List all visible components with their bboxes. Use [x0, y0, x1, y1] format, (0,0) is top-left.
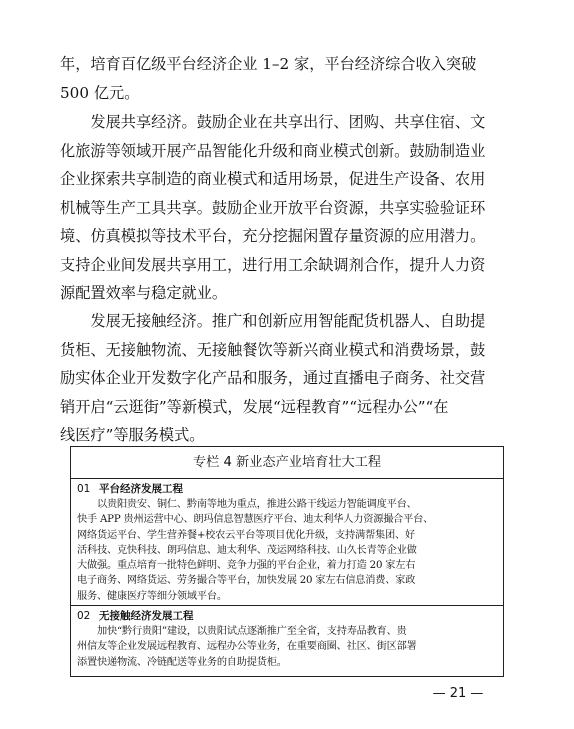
paragraph-contactless-economy	[60, 307, 516, 450]
box-text-line: 网络货运平台、学生营养餐+校农云平台等项目优化升级，支持满帮集团、好	[77, 529, 415, 541]
column-box	[70, 446, 504, 677]
text-line: 发展无接触经济。推广和创新应用智能配货机器人、自助提	[60, 312, 486, 330]
box-text-line: 电子商务、网络货运、劳务撮合等平台，加快发展 20 家左右信息消费、家政	[77, 575, 416, 587]
section-number: 02	[77, 610, 91, 623]
section-body	[71, 497, 503, 604]
text-line: 销开启“云逛街”等新模式，发展“远程教育”“远程办公”“在	[60, 397, 449, 416]
box-text-line: 活科技、克快科技、朗玛信息、迪太利华、茂运网络科技、山久长青等企业做	[77, 544, 417, 556]
section-divider	[71, 605, 503, 606]
section-number: 01	[77, 483, 91, 495]
page-number: — 21 —	[432, 686, 484, 701]
text-line: 年，培育百亿级平台经济企业 1–2 家，平台经济综合收入突破	[60, 55, 477, 73]
text-line: 境、仿真模拟等技术平台，充分挖掘闲置存量资源的应用潜力。	[60, 227, 486, 245]
text-line: 企业探索共享制造的商业模式和适用场景，促进生产设备、农用	[60, 170, 486, 188]
text-line: 货柜、无接触物流、无接触餐饮等新兴商业模式和消费场景，鼓	[60, 340, 486, 359]
text-line: 发展共享经济。鼓励企业在共享出行、团购、共享住宿、文	[60, 113, 486, 131]
section-title: 平台经济发展工程	[99, 483, 183, 495]
text-line: 励实体企业开发数字化产品和服务，通过直播电子商务、社交营	[60, 369, 486, 387]
text-line: 线医疗”等服务模式。	[60, 426, 205, 444]
text-line: 机械等生产工具共享。鼓励企业开放平台资源，共享实验验证环	[60, 198, 486, 217]
section-title: 无接触经济发展工程	[99, 610, 194, 623]
box-text-line: 服务、健康医疗等细分领域平台。	[77, 590, 227, 602]
text-line: 500 亿元。	[60, 83, 140, 102]
box-text-line: 添置快递物流、冷链配送等业务的自助提货柜。	[77, 656, 287, 668]
box-text-line: 州信友等企业发展远程教育、远程办公等业务，在重要商圈、社区、街区部署	[77, 641, 417, 653]
text-line: 化旅游等领域开展产品智能化升级和商业模式创新。鼓励制造业	[60, 141, 486, 160]
box-text-line: 快手 APP 贵州运营中心、朗玛信息智慧医疗平台、迪太利华人力资源撮合平台、	[77, 514, 434, 526]
box-text-line: 以贵阳贵安、铜仁、黔南等地为重点，推进公路干线运力智能调度平台、	[77, 499, 417, 510]
box-text-line: 大做强。重点培育一批特色鲜明、竞争力强的平台企业，着力打造 20 家左右	[77, 560, 416, 572]
section-heading	[71, 608, 503, 624]
paragraph-platform-target	[60, 50, 516, 107]
text-line: 支持企业间发展共享用工，进行用工余缺调剂合作，提升人力资	[60, 255, 486, 274]
text-line: 源配置效率与稳定就业。	[60, 284, 228, 302]
box-title: 专栏 4 新业态产业培育壮大工程	[71, 447, 503, 479]
section-heading	[71, 481, 503, 497]
paragraph-sharing-economy	[60, 108, 516, 308]
section-body	[71, 624, 503, 670]
box-text-line: 加快“黔行贵阳”建设，以贵阳试点逐渐推广至全省，支持寿品教育、贵	[77, 626, 407, 638]
